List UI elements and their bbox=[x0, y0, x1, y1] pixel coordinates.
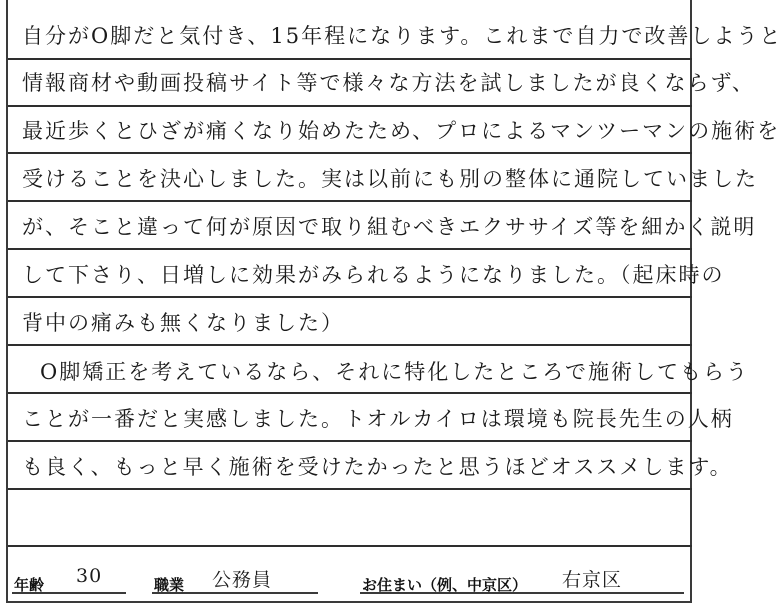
handwritten-line-8: O脚矯正を考えているなら、それに特化したところで施術してもらう bbox=[40, 360, 750, 384]
handwritten-line-5: が、そこと違って何が原因で取り組むべきエクササイズ等を細かく説明 bbox=[22, 215, 757, 239]
occupation-value: 公務員 bbox=[212, 569, 273, 591]
occupation-label: 職業 bbox=[154, 577, 185, 594]
handwritten-line-4: 受けることを決心しました。実は以前にも別の整体に通院していました bbox=[22, 167, 758, 191]
residence-underline bbox=[360, 592, 684, 594]
ruled-line bbox=[8, 488, 692, 490]
handwritten-line-9: ことが一番だと実感しました。トオルカイロは環境も院長先生の人柄 bbox=[22, 407, 734, 431]
handwritten-line-1: 自分がO脚だと気付き、15年程になります。これまで自力で改善しようと bbox=[22, 24, 782, 48]
residence-label: お住まい（例、中京区） bbox=[362, 577, 528, 594]
residence-value: 右京区 bbox=[562, 569, 623, 591]
ruled-line bbox=[8, 248, 692, 250]
handwritten-line-10: も良く、もっと早く施術を受けたかったと思うほどオススメします。 bbox=[22, 455, 733, 479]
ruled-line bbox=[8, 105, 692, 107]
ruled-line bbox=[8, 392, 692, 394]
handwritten-line-6: して下さり、日増しに効果がみられるようになりました。（起床時の bbox=[22, 263, 725, 287]
age-underline bbox=[12, 592, 126, 594]
handwritten-line-7: 背中の痛みも無くなりました） bbox=[22, 311, 344, 335]
age-value: 30 bbox=[76, 565, 103, 587]
handwritten-line-2: 情報商材や動画投稿サイト等で様々な方法を試しましたが良くならず、 bbox=[22, 71, 755, 95]
ruled-line bbox=[8, 200, 692, 202]
ruled-line bbox=[8, 440, 692, 442]
age-label: 年齢 bbox=[14, 577, 45, 594]
occupation-underline bbox=[152, 592, 318, 594]
ruled-line bbox=[8, 58, 692, 60]
handwritten-line-3: 最近歩くとひざが痛くなり始めたため、プロによるマンツーマンの施術を bbox=[22, 119, 781, 143]
ruled-line bbox=[8, 152, 692, 154]
ruled-line bbox=[8, 296, 692, 298]
ruled-line bbox=[8, 344, 692, 346]
respondent-info-footer bbox=[6, 547, 692, 603]
